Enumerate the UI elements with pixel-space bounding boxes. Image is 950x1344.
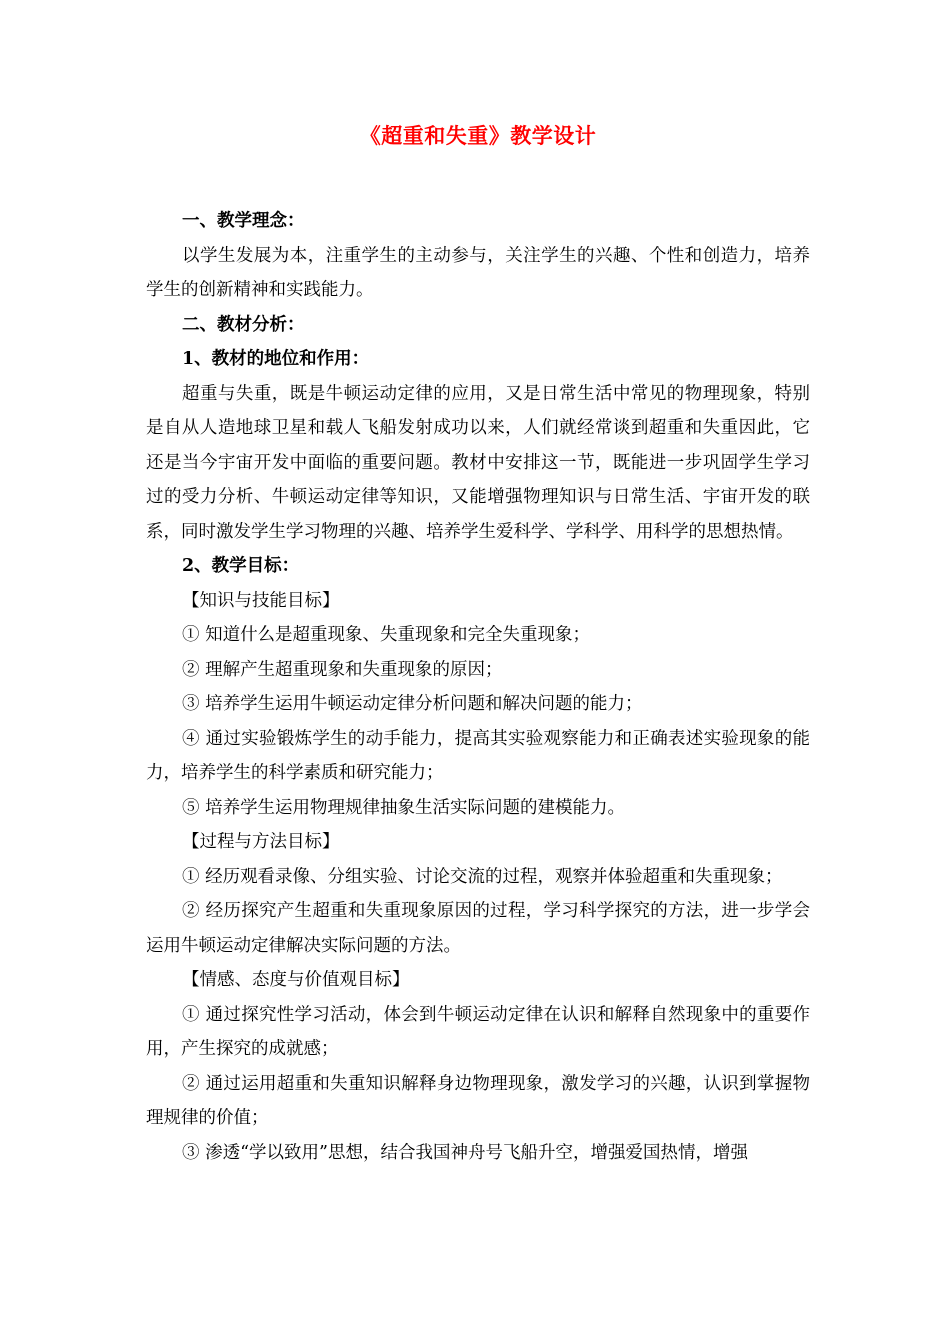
goal-item: ② 通过运用超重和失重知识解释身边物理现象，激发学习的兴趣，认识到掌握物理规律的价值； <box>146 1073 810 1128</box>
goal-group-heading-process: 【过程与方法目标】 <box>182 832 340 852</box>
document-title: 《超重和失重》教学设计 <box>359 123 597 148</box>
section-heading-material-analysis: 二、教材分析： <box>182 314 305 335</box>
goal-group-heading-emotion: 【情感、态度与价值观目标】 <box>182 970 410 990</box>
subsection-heading-teaching-goals: 2、教学目标： <box>182 556 300 576</box>
goal-item: ③ 培养学生运用牛顿运动定律分析问题和解决问题的能力； <box>182 694 643 714</box>
goal-item: ③ 渗透“学以致用”思想，结合我国神舟号飞船升空，增强爱国热情，增强 <box>182 1142 748 1163</box>
goal-item: ② 经历探究产生超重和失重现象原因的过程，学习科学探究的方法，进一步学会运用牛顿运动定律解决实际问题的方法。 <box>146 901 810 956</box>
document-page <box>146 116 810 1170</box>
goal-group-heading-knowledge: 【知识与技能目标】 <box>182 590 340 611</box>
section-body-teaching-philosophy: 以学生发展为本，注重学生的主动参与，关注学生的兴趣、个性和创造力，培养学生的创新精神和实践能力。 <box>146 245 810 300</box>
subsection-body-status-role: 超重与失重，既是牛顿运动定律的应用，又是日常生活中常见的物理现象，特别是自从人造地球卫星和载人飞船发射成功以来，人们就经常谈到超重和失重因此，它还是当今宇宙开发中面临的重要问题。教材中安排这一节，既能进一步巩固学生学习过的受力分析、牛顿运动定律等知识，又能增强物理知识与日常生活、宇宙开发的联系，同时激发学生学习物理的兴趣、培养学生爱科学、学科学、用科学的思想热情。 <box>146 383 810 542</box>
goal-item: ① 经历观看录像、分组实验、讨论交流的过程，观察并体验超重和失重现象； <box>182 866 783 887</box>
goal-item: ⑤ 培养学生运用物理规律抽象生活实际问题的建模能力。 <box>182 797 626 818</box>
goal-item: ① 知道什么是超重现象、失重现象和完全失重现象； <box>182 625 591 645</box>
goal-item: ④ 通过实验锻炼学生的动手能力，提高其实验观察能力和正确表述实验现象的能力，培养学生的科学素质和研究能力； <box>146 728 810 783</box>
goal-item: ① 通过探究性学习活动，体会到牛顿运动定律在认识和解释自然现象中的重要作用，产生探究的成就感； <box>146 1004 810 1059</box>
goal-item: ② 理解产生超重现象和失重现象的原因； <box>182 659 503 680</box>
section-heading-teaching-philosophy: 一、教学理念： <box>182 211 305 231</box>
subsection-heading-status-role: 1、教材的地位和作用： <box>182 349 370 369</box>
